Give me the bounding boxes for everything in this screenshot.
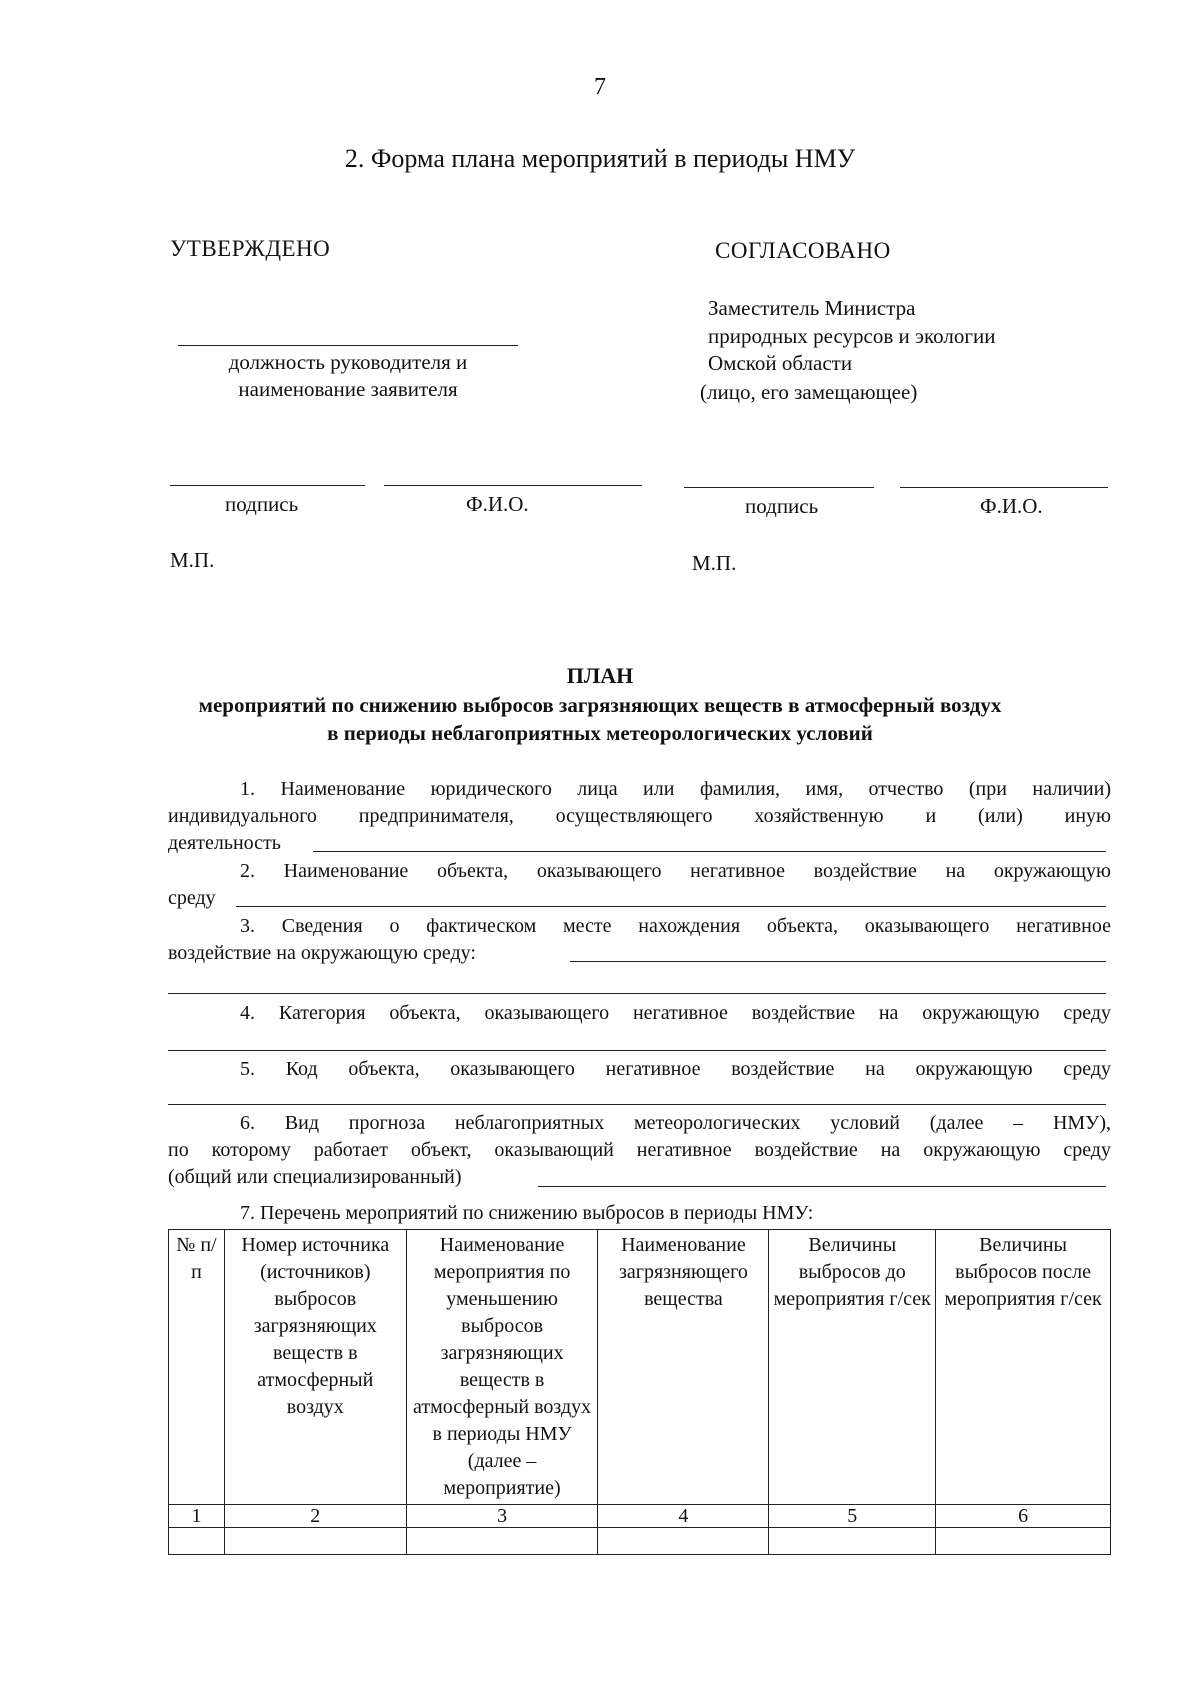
table-row: [169, 1528, 1111, 1555]
item-3-line-1: 3. Сведения о фактическом месте нахождения объекта, оказывающего негативное: [240, 915, 1111, 937]
official-line-1: Заместитель Министра: [708, 296, 916, 320]
table-cell: [598, 1528, 769, 1555]
item-6-line-3: (общий или специализированный): [168, 1166, 462, 1188]
plan-subtitle-1: мероприятий по снижению выбросов загрязняющих веществ в атмосферный воздух: [198, 693, 1002, 717]
table-header-cell: № п/п: [169, 1230, 225, 1505]
position-line: [178, 345, 518, 346]
table-cell: [936, 1528, 1111, 1555]
table-cell: [224, 1528, 406, 1555]
column-number: 1: [169, 1505, 225, 1528]
plan-subtitle-2: в периоды неблагоприятных метеорологических условий: [327, 721, 873, 745]
official-line-4: (лицо, его замещающее): [700, 380, 918, 404]
item-7: 7. Перечень мероприятий по снижению выбросов в периоды НМУ:: [240, 1202, 814, 1224]
item-5-fill-line: [168, 1104, 1106, 1105]
table-header-cell: Наименование загрязняющего вещества: [598, 1230, 769, 1505]
table-header-cell: Номер источника (источников) выбросов загрязняющих веществ в атмосферный воздух: [224, 1230, 406, 1505]
item-3-line-2: воздействие на окружающую среду:: [168, 942, 476, 964]
agreed-heading: СОГЛАСОВАНО: [715, 238, 891, 263]
item-5: 5. Код объекта, оказывающего негативное воздействие на окружающую среду: [240, 1058, 1111, 1080]
table-cell: [406, 1528, 598, 1555]
item-1-line-2: индивидуального предпринимателя, осуществляющего хозяйственную и (или) иную: [168, 805, 1111, 827]
item-4: 4. Категория объекта, оказывающего негативное воздействие на окружающую среду: [240, 1002, 1111, 1024]
item-4-fill-line: [168, 1050, 1106, 1051]
agreed-signature-label: подпись: [745, 494, 819, 518]
item-3-fill-line-2: [168, 993, 1106, 994]
table-header-cell: Величины выбросов после мероприятия г/сек: [936, 1230, 1111, 1505]
column-number: 3: [406, 1505, 598, 1528]
column-number: 6: [936, 1505, 1111, 1528]
page-number: 7: [594, 74, 606, 100]
item-2-line-1: 2. Наименование объекта, оказывающего негативное воздействие на окружающую: [240, 860, 1111, 882]
item-1-line-3: деятельность: [168, 832, 281, 854]
approved-name-line: [384, 485, 642, 486]
item-6-fill-line: [538, 1186, 1106, 1187]
table-number-row: [169, 1505, 1111, 1528]
agreed-seal: М.П.: [692, 551, 737, 575]
table-header-row: [169, 1230, 1111, 1505]
agreed-name-line: [900, 487, 1108, 488]
agreed-signature-line: [684, 487, 874, 488]
item-6-line-2: по которому работает объект, оказывающий негативное воздействие на окружающую среду: [168, 1139, 1111, 1161]
official-line-3: Омской области: [708, 351, 853, 375]
item-6-line-1: 6. Вид прогноза неблагоприятных метеорологических условий (далее – НМУ),: [240, 1112, 1111, 1134]
item-3-fill-line: [570, 961, 1106, 962]
approved-signature-line: [170, 485, 365, 486]
measures-table: [168, 1229, 1111, 1555]
column-number: 4: [598, 1505, 769, 1528]
position-caption-1: должность руководителя и: [228, 350, 468, 374]
table-header-cell: Наименование мероприятия по уменьшению выбросов загрязняющих веществ в атмосферный воздух в периоды НМУ (далее – мероприятие): [406, 1230, 598, 1505]
official-line-2: природных ресурсов и экологии: [708, 324, 996, 348]
agreed-name-label: Ф.И.О.: [980, 494, 1043, 518]
approved-name-label: Ф.И.О.: [466, 492, 529, 516]
item-2-line-2: среду: [168, 887, 216, 909]
table-cell: [769, 1528, 936, 1555]
position-caption-2: наименование заявителя: [238, 377, 458, 401]
table-header-cell: Величины выбросов до мероприятия г/сек: [769, 1230, 936, 1505]
item-2-fill-line: [236, 906, 1106, 907]
form-title: 2. Форма плана мероприятий в периоды НМУ: [344, 144, 856, 173]
plan-title: ПЛАН: [566, 663, 634, 688]
column-number: 2: [224, 1505, 406, 1528]
approved-heading: УТВЕРЖДЕНО: [170, 236, 331, 261]
approved-signature-label: подпись: [225, 492, 299, 516]
table-cell: [169, 1528, 225, 1555]
item-1-line-1: 1. Наименование юридического лица или фамилия, имя, отчество (при наличии): [240, 778, 1111, 800]
approved-seal: М.П.: [170, 548, 215, 572]
column-number: 5: [769, 1505, 936, 1528]
item-1-fill-line: [313, 851, 1106, 852]
